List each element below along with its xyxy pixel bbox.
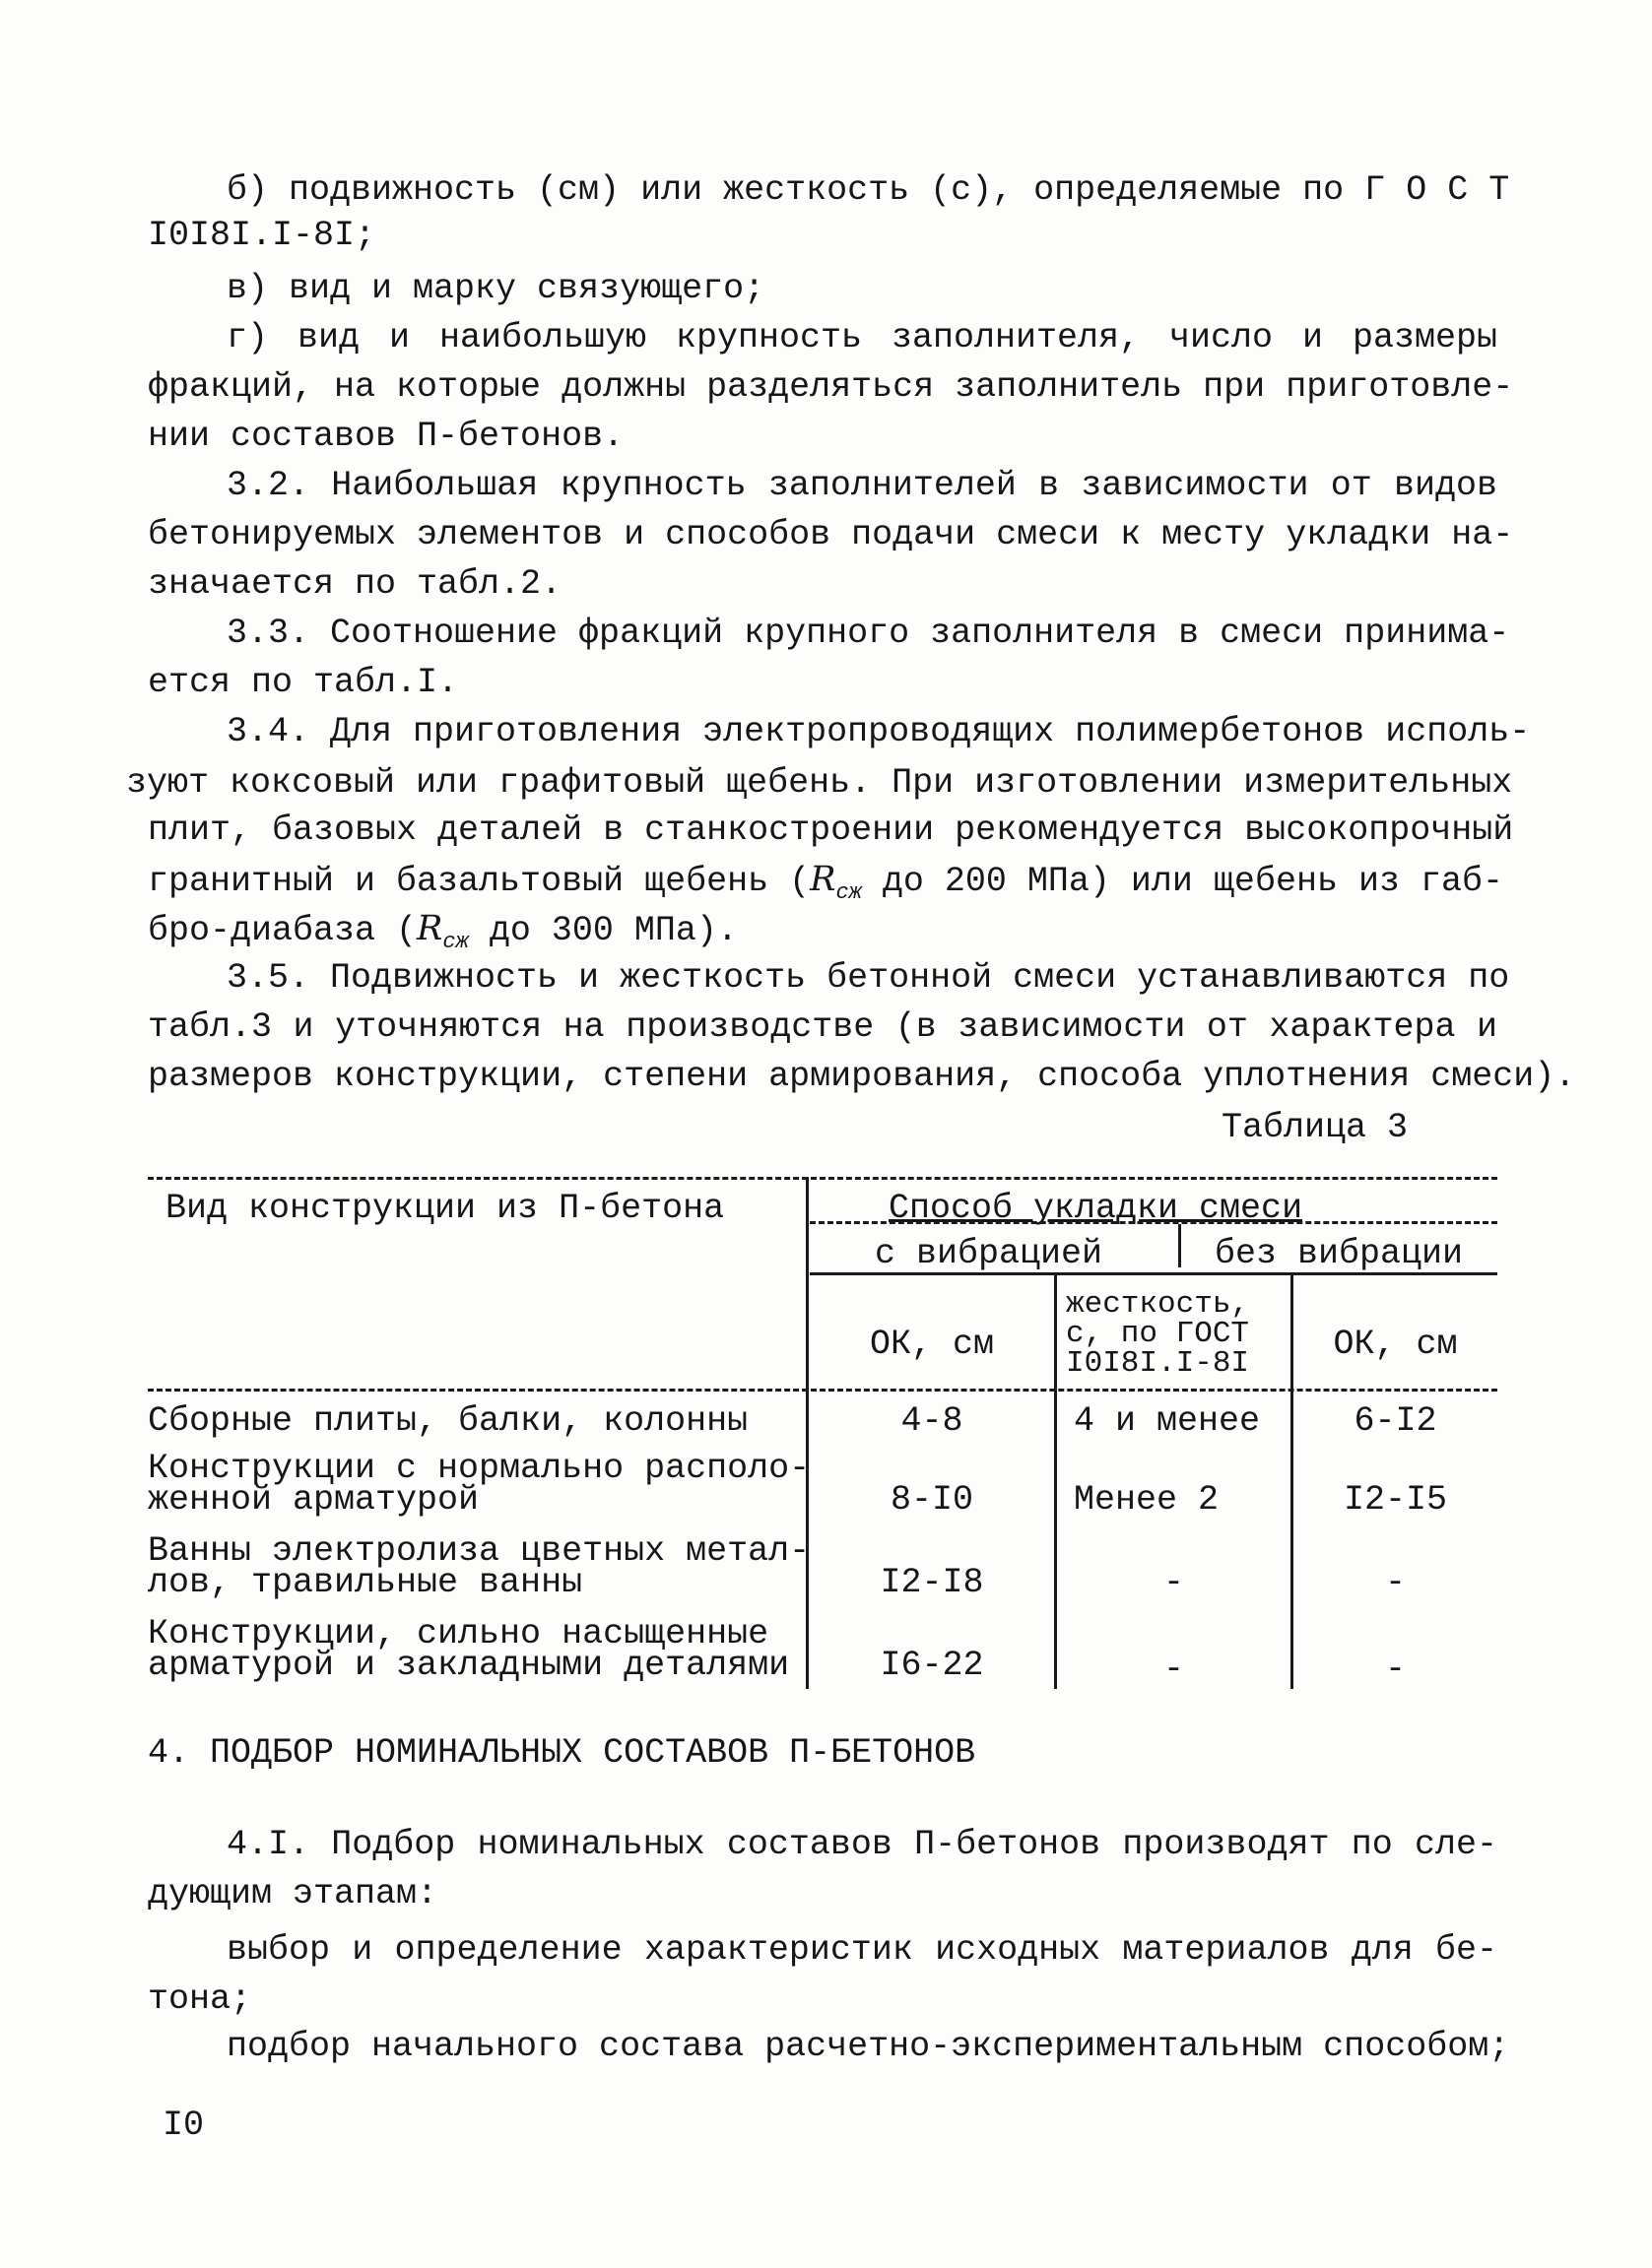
text-fragment: гранитный и базальтовый щебень ( [148, 862, 811, 901]
cell-ok-with-vibration: I6-22 [880, 1646, 984, 1685]
row-name-line1: Конструкции с нормально располо- [148, 1449, 811, 1488]
table-3 [148, 1177, 1499, 1699]
paragraph-b-line2: I0I8I.I-8I; [148, 216, 376, 255]
cell-stiffness: - [1162, 1650, 1184, 1689]
text-fragment: до 200 МПа) или щебень из габ- [861, 862, 1503, 901]
group-header-rule [810, 1221, 1497, 1224]
paragraph-3-2-line3: значается по табл.2. [148, 564, 562, 604]
table-header-rule [148, 1389, 1497, 1392]
step-1-line1: выбор и определение характеристик исходных материалов для бе- [227, 1930, 1497, 1970]
paragraph-3-3-line2: ется по табл.I. [148, 663, 459, 702]
paragraph-3-5-line2: табл.3 и уточняются на производстве (в зависимости от характера и [148, 1007, 1497, 1047]
cell-ok-without-vibration: - [1384, 1650, 1406, 1689]
header-stiffness-line3: I0I8I.I-8I [1066, 1346, 1250, 1381]
subgroup-rule [810, 1272, 1497, 1275]
row-name-line2: арматурой и закладными деталями [148, 1646, 790, 1685]
header-stiffness-line2: с, по ГОСТ [1066, 1317, 1250, 1351]
paragraph-3-2-line2: бетонируемых элементов и способов подачи смеси к месту укладки на- [148, 515, 1514, 554]
cell-ok-with-vibration: 4-8 [900, 1401, 963, 1441]
paragraph-3-2-line1: 3.2. Наибольшая крупность заполнителей в зависимости от видов [227, 466, 1497, 505]
header-ok-without-vibration: ОК, см [1333, 1325, 1458, 1364]
paragraph-g-line2: фракций, на которые должны разделяться заполнитель при приготовле- [148, 367, 1514, 407]
row-name-line1: Ванны электролиза цветных метал- [148, 1531, 811, 1571]
paragraph-g-line3: нии составов П-бетонов. [148, 417, 625, 456]
header-placement-method: Способ укладки смеси [889, 1189, 1303, 1228]
cell-stiffness: 4 и менее [1074, 1401, 1261, 1441]
row-name-line1: Сборные плиты, балки, колонны [148, 1401, 749, 1441]
paragraph-3-4-line3: плит, базовых деталей в станкостроении рекомендуется высокопрочный [148, 810, 1514, 850]
paragraph-4-1-line1: 4.I. Подбор номинальных составов П-бетонов производят по сле- [227, 1825, 1497, 1864]
strength-symbol: R [810, 860, 836, 899]
section-4-heading: 4. ПОДБОР НОМИНАЛЬНЫХ СОСТАВОВ П-БЕТОНОВ [148, 1733, 976, 1773]
header-with-vibration: с вибрацией [875, 1234, 1103, 1273]
page-number: I0 [163, 2106, 205, 2145]
paragraph-3-4-line2: зуют коксовый или графитовый щебень. При изготовлении измерительных [126, 763, 1513, 803]
cell-stiffness: - [1162, 1563, 1184, 1602]
table-caption: Таблица 3 [1222, 1108, 1409, 1147]
paragraph-g-line1: г) вид и наибольшую крупность заполнителя, число и размеры [227, 318, 1497, 357]
paragraph-3-4-line1: 3.4. Для приготовления электропроводящих полимербетонов исполь- [227, 712, 1531, 751]
text-fragment: до 300 МПа). [468, 911, 738, 950]
row-name-line2: женной арматурой [148, 1480, 480, 1520]
paragraph-3-5-line1: 3.5. Подвижность и жесткость бетонной смеси устанавливаются по [227, 958, 1510, 998]
paragraph-4-1-line2: дующим этапам: [148, 1874, 438, 1913]
header-ok-with-vibration: ОК, см [869, 1325, 995, 1364]
header-stiffness-line1: жесткость, [1066, 1287, 1250, 1322]
strength-symbol: R [417, 909, 443, 948]
paragraph-3-3-line1: 3.3. Соотношение фракций крупного заполнителя в смеси принима- [227, 614, 1510, 653]
step-1-line2: тона; [148, 1979, 252, 2019]
cell-ok-without-vibration: - [1384, 1563, 1406, 1602]
text-fragment: бро-диабаза ( [148, 911, 418, 950]
strength-subscript: сж [835, 880, 862, 905]
header-without-vibration: без вибрации [1215, 1234, 1464, 1273]
paragraph-b-line1: б) подвижность (см) или жесткость (с), определяемые по Г О С Т [227, 170, 1510, 210]
strength-subscript: сж [442, 930, 469, 954]
column-divider-stiffness-left [1054, 1275, 1057, 1689]
cell-ok-without-vibration: 6-I2 [1354, 1401, 1437, 1441]
paragraph-v: в) вид и марку связующего; [227, 269, 765, 308]
row-name-line2: лов, травильные ванны [148, 1563, 583, 1602]
paragraph-3-5-line3: размеров конструкции, степени армирования, способа уплотнения смеси). [148, 1057, 1576, 1096]
row-name-line1: Конструкции, сильно насыщенные [148, 1614, 769, 1653]
subgroup-divider [1178, 1224, 1181, 1267]
cell-ok-with-vibration: I2-I8 [880, 1563, 984, 1602]
step-2: подбор начального состава расчетно-экспериментальным способом; [227, 2027, 1510, 2066]
table-column-divider [806, 1177, 809, 1689]
cell-stiffness: Менее 2 [1074, 1480, 1220, 1520]
cell-ok-without-vibration: I2-I5 [1343, 1480, 1448, 1520]
header-construction-type: Вид конструкции из П-бетона [165, 1189, 725, 1228]
table-top-rule [148, 1177, 1497, 1180]
cell-ok-with-vibration: 8-I0 [890, 1480, 973, 1520]
